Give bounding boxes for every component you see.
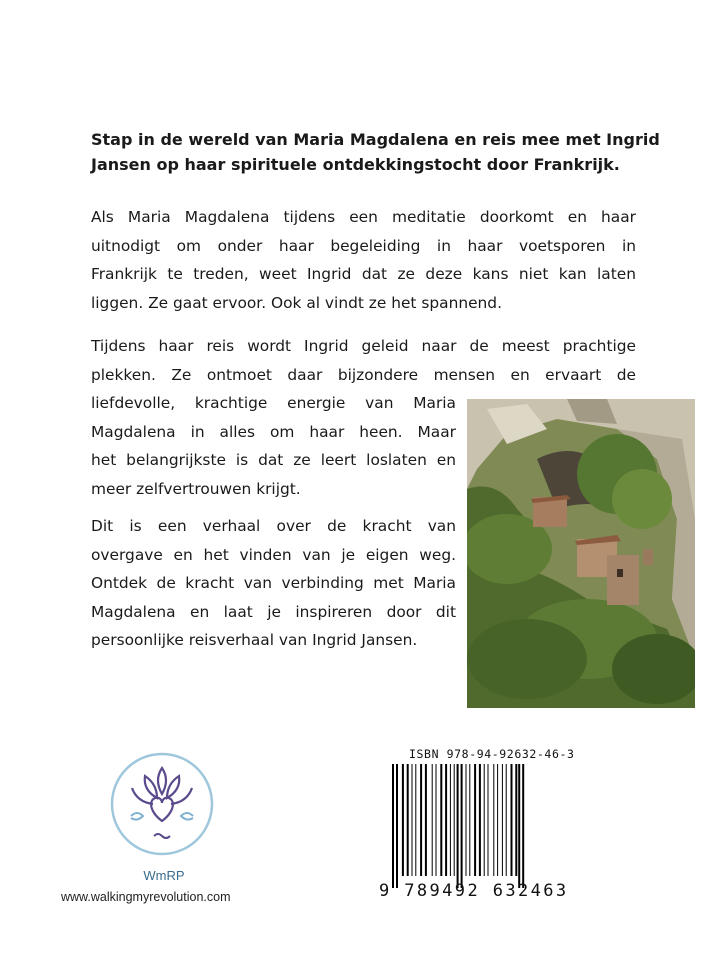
barcode-bar	[420, 764, 422, 876]
barcode-bar	[457, 764, 459, 888]
barcode-bar	[461, 764, 463, 888]
barcode-bar	[515, 764, 517, 876]
barcode-bar	[493, 764, 494, 876]
text-line: overgave en het vinden van je eigen weg.	[91, 545, 456, 564]
intro-text	[91, 127, 660, 177]
barcode-bar	[402, 764, 404, 876]
barcode-bar	[502, 764, 503, 876]
barcode-bar	[412, 764, 413, 876]
barcode-bar	[440, 764, 442, 876]
text-line: persoonlijke reisverhaal van Ingrid Jansen.	[91, 631, 418, 649]
text-line: liggen. Ze gaat ervoor. Ook al vindt ze het spannend.	[91, 293, 502, 312]
barcode-bar	[445, 764, 447, 876]
intro-line: Jansen op haar spirituele ontdekkingstocht door Frankrijk.	[91, 155, 620, 174]
text-line: uitnodigt om onder haar begeleiding in haar voetsporen in	[91, 236, 636, 255]
barcode-bar	[511, 764, 513, 876]
text-line: Magdalena en laat je inspireren door dit	[91, 602, 456, 621]
hermitage-photo	[467, 399, 695, 708]
publisher-website[interactable]: www.walkingmyrevolution.com	[61, 890, 231, 904]
barcode-bar	[392, 764, 394, 888]
text-line: Ontdek de kracht van verbinding met Maria	[91, 574, 456, 592]
text-line: Tijdens haar reis wordt Ingrid geleid naar de meest prachtige	[91, 337, 636, 355]
barcode-bar	[407, 764, 409, 876]
text-line: liefdevolle, krachtige energie van Maria	[91, 394, 456, 412]
barcode-bar	[425, 764, 427, 876]
intro-line: Stap in de wereld van Maria Magdalena en reis mee met Ingrid	[91, 130, 660, 149]
publisher-logo-icon	[107, 746, 217, 866]
text-line: plekken. Ze ontmoet daar bijzondere mensen en ervaart de	[91, 365, 636, 384]
publisher-brand: WmRP	[143, 868, 185, 883]
barcode-bar	[506, 764, 507, 876]
barcode-bar	[497, 764, 498, 876]
barcode-bar	[479, 764, 481, 876]
barcode-bar	[450, 764, 451, 876]
barcode-bar	[474, 764, 476, 876]
isbn-barcode	[382, 764, 585, 888]
text-line: Als Maria Magdalena tijdens een meditatie doorkomt en haar	[91, 208, 636, 226]
barcode-digits: 9 789492 632463	[379, 881, 569, 901]
barcode-bar	[415, 764, 416, 876]
barcode-bar	[396, 764, 398, 888]
barcode-bar	[484, 764, 485, 876]
text-line: Magdalena in alles om haar heen. Maar	[91, 422, 456, 441]
barcode-bar	[522, 764, 524, 888]
text-line: Dit is een verhaal over de kracht van	[91, 517, 456, 535]
paragraph-1	[91, 203, 636, 317]
barcode-bar	[469, 764, 470, 876]
barcode-bar	[488, 764, 489, 876]
text-line: het belangrijkste is dat ze leert loslaten en	[91, 451, 456, 469]
text-line: Frankrijk te treden, weet Ingrid dat ze deze kans niet kan laten	[91, 265, 636, 283]
barcode-bar	[432, 764, 433, 876]
isbn-label: ISBN 978-94-92632-46-3	[409, 747, 575, 761]
barcode-bar	[436, 764, 437, 876]
barcode-bar	[518, 764, 520, 888]
barcode-bar	[454, 764, 455, 876]
text-line: meer zelfvertrouwen krijgt.	[91, 479, 301, 498]
barcode-bar	[466, 764, 467, 876]
